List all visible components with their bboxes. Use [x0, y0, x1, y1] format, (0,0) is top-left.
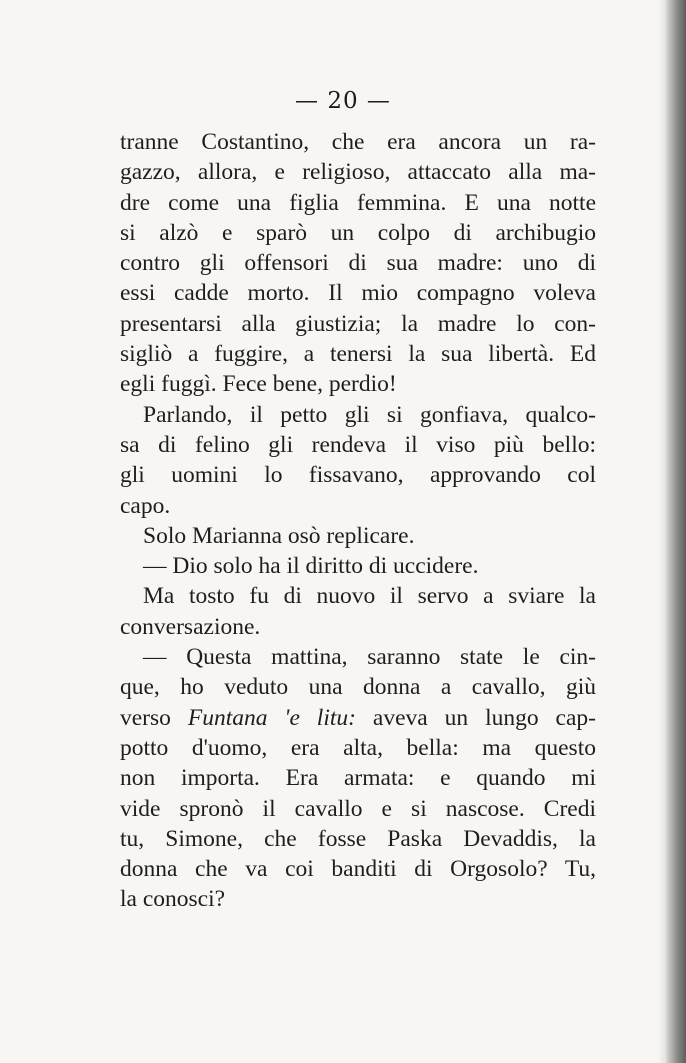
page-number: — 20 — [295, 88, 391, 114]
text-line [120, 703, 596, 733]
text-line: sa di felino gli rendeva il viso più bello: [120, 431, 596, 458]
text-line: capo. [120, 492, 171, 519]
text-line: potto d'uomo, era alta, bella: ma questo [120, 734, 596, 761]
text-line: si alzò e sparò un colpo di archibugio [120, 219, 596, 246]
text-line: sigliò a fuggire, a tenersi la sua libertà. Ed [120, 341, 596, 368]
text-line: non importa. Era armata: e quando mi [120, 765, 596, 792]
text-line: tu, Simone, che fosse Paska Devaddis, la [120, 825, 596, 852]
text-line-after: aveva un lungo cap- [355, 704, 596, 731]
text-line: dre come una figlia femmina. E una notte [120, 189, 596, 216]
text-line: presentarsi alla giustizia; la madre lo con- [120, 310, 596, 337]
text-line: gli uomini lo fissavano, approvando col [120, 462, 596, 489]
text-line-italic: Funtana 'e litu: [187, 704, 356, 731]
page-gutter-shadow [658, 0, 666, 1063]
text-line: — Questa mattina, saranno state le cin- [143, 644, 596, 671]
text-line-before: verso [120, 704, 188, 731]
text-line: contro gli offensori di sua madre: uno di [120, 250, 596, 277]
text-line: Ma tosto fu di nuovo il servo a sviare la [143, 583, 596, 610]
text-line: que, ho veduto una donna a cavallo, giù [120, 674, 596, 701]
text-line: gazzo, allora, e religioso, attaccato alla ma- [120, 159, 596, 186]
text-line: egli fuggì. Fece bene, perdio! [120, 371, 397, 398]
text-line: Solo Marianna osò replicare. [143, 522, 415, 549]
text-line: conversazione. [120, 613, 261, 640]
text-line: la conosci? [120, 886, 226, 913]
text-line: — Dio solo ha il diritto di uccidere. [143, 553, 479, 580]
text-line: vide spronò il cavallo e si nascose. Credi [120, 795, 596, 822]
text-line: donna che va coi banditi di Orgosolo? Tu, [120, 856, 596, 883]
body-text [120, 127, 596, 915]
text-line: tranne Costantino, che era ancora un ra- [120, 129, 596, 155]
text-line: Parlando, il petto gli si gonfiava, qualco- [143, 401, 596, 428]
text-line: essi cadde morto. Il mio compagno voleva [120, 280, 596, 307]
page-edge [666, 0, 686, 1063]
